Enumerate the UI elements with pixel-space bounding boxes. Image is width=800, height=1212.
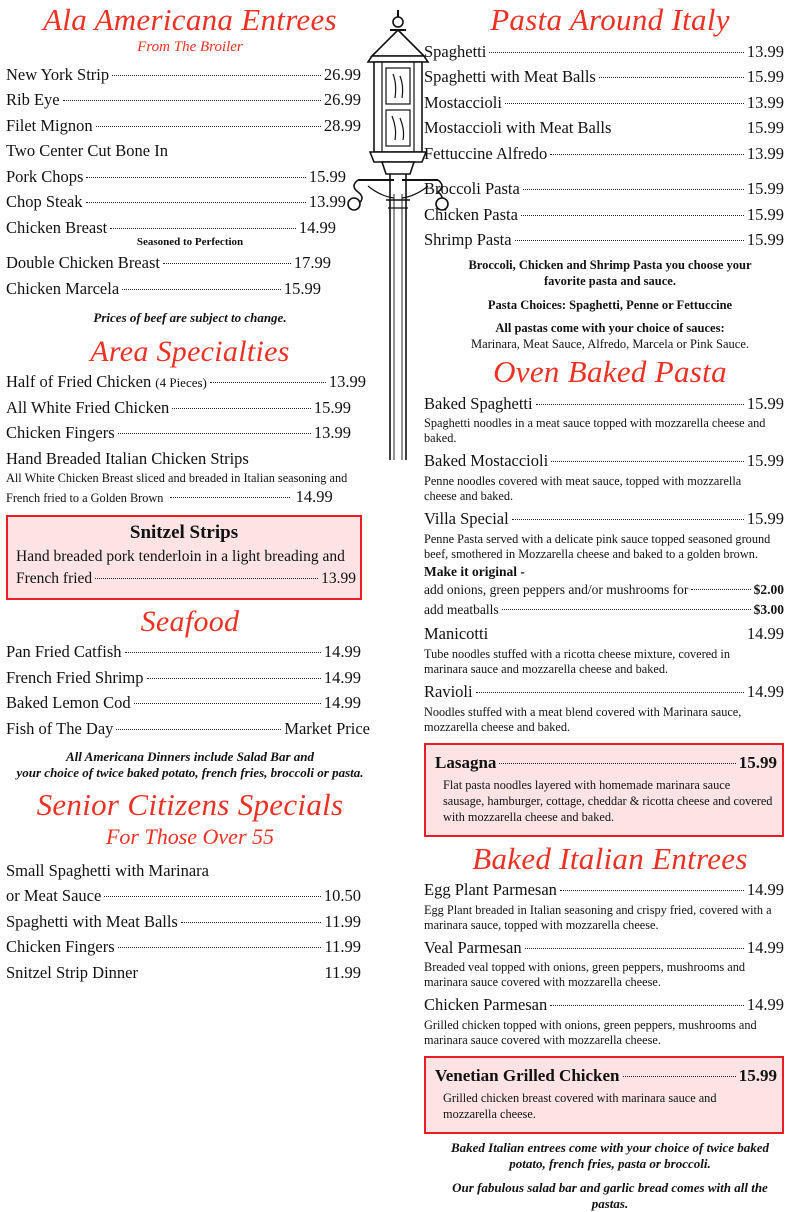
section-title-ala-americana: Ala Americana Entrees [43, 2, 337, 37]
seafood-footer-line2: your choice of twice baked potato, french fries, broccoli or pasta. [16, 765, 364, 781]
menu-item [6, 716, 370, 742]
menu-item-price: 17.99 [293, 253, 331, 273]
menu-item-price: Market Price [284, 718, 370, 738]
menu-item [6, 883, 361, 909]
menu-item [424, 992, 784, 1018]
menu-item-price: 15.99 [746, 179, 784, 199]
menu-item-price: 11.99 [324, 937, 361, 957]
venetian-name: Venetian Grilled Chicken [435, 1066, 620, 1086]
menu-item [424, 90, 784, 116]
baked-italian-footer-line2: potato, french fries, pasta or broccoli. [509, 1156, 711, 1172]
leader-dots [134, 703, 321, 704]
section-title-baked-italian-entrees: Baked Italian Entrees [472, 840, 748, 876]
menu-item-name: Mostaccioli [424, 92, 502, 112]
menu-item-name: All White Fried Chicken [6, 397, 170, 417]
menu-item [6, 665, 361, 691]
menu-item-name: Chicken Marcela [6, 279, 120, 299]
leader-dots [95, 578, 318, 579]
lasagna-title-row [435, 750, 777, 776]
menu-item [6, 858, 361, 884]
pasta-note-line2: favorite pasta and sauce. [544, 274, 676, 289]
menu-item-price: 13.99 [308, 192, 346, 212]
menu-item-name: Broccoli Pasta [424, 179, 520, 199]
menu-item-price: 15.99 [746, 230, 784, 250]
menu-item-name: Fettuccine Alfredo [424, 143, 548, 163]
leader-dots [476, 692, 744, 693]
menu-item-price: 14.99 [323, 693, 361, 713]
menu-item-name: Snitzel Strip Dinner [6, 963, 138, 983]
menu-item-price: 13.99 [313, 423, 351, 443]
menu-item-name: Rib Eye [6, 90, 60, 110]
menu-item-name: Ravioli [424, 681, 473, 701]
snitzel-strips-line2: French fried [16, 570, 93, 588]
menu-item [6, 113, 361, 139]
menu-item-name: Villa Special [424, 508, 509, 528]
leader-dots [86, 177, 305, 178]
section-senior-citizens [6, 789, 374, 985]
menu-item [424, 448, 784, 474]
section-baked-italian-entrees [424, 840, 796, 1212]
menu-item-name: Chicken Fingers [6, 423, 115, 443]
venetian-grilled-chicken-highlight-box [424, 1056, 784, 1134]
snitzel-strips-highlight-box [6, 515, 362, 599]
menu-item [424, 39, 784, 65]
menu-item [424, 391, 784, 417]
section-title-seafood: Seafood [140, 604, 240, 638]
leader-dots [118, 947, 322, 948]
menu-item [6, 960, 361, 986]
menu-item [424, 176, 784, 202]
leader-dots [163, 263, 291, 264]
menu-item [6, 250, 331, 276]
menu-item-price: 13.99 [746, 143, 784, 163]
pasta-sauces-note: All pastas come with your choice of sauces: [495, 320, 725, 335]
menu-item-price: 14.99 [746, 937, 784, 957]
menu-item [424, 621, 784, 647]
section-title-area-specialties: Area Specialties [90, 334, 290, 368]
leader-dots [515, 240, 744, 241]
menu-item [424, 141, 784, 167]
addon-price: $2.00 [753, 581, 784, 597]
menu-item-description: Tube noodles stuffed with a ricotta cheese mixture, covered in marinara sauce and mozzarella cheese and baked. [424, 646, 730, 676]
menu-item-price: 26.99 [323, 90, 361, 110]
menu-item-name: Manicotti [424, 624, 489, 644]
section-subtitle-from-the-broiler: From The Broiler [137, 38, 243, 55]
leader-dots [505, 103, 744, 104]
venetian-price: 15.99 [738, 1066, 777, 1086]
leader-dots [536, 404, 744, 405]
menu-item [424, 64, 784, 90]
leader-dots [116, 729, 281, 730]
menu-item-name: French Fried Shrimp [6, 667, 144, 687]
menu-item-name: Pork Chops [6, 166, 84, 186]
snitzel-strips-description: Hand breaded pork tenderloin in a light breading and [16, 548, 345, 566]
pasta-choices-note: Pasta Choices: Spaghetti, Penne or Fettuccine [487, 297, 733, 312]
menu-item-name: Half of Fried Chicken [6, 372, 152, 392]
leader-dots [181, 922, 322, 923]
menu-item [6, 87, 361, 113]
menu-item-name: Baked Lemon Cod [6, 693, 131, 713]
menu-item [6, 369, 366, 395]
menu-item-description: Penne Pasta served with a delicate pink sauce topped seasoned ground beef, smothered in Mozzarella cheese and baked to a golden brown. [424, 531, 771, 561]
menu-item [6, 189, 346, 215]
menu-item-description: Breaded veal topped with onions, green peppers, mushrooms and marinara sauce covered with mozzarella cheese. [424, 960, 746, 990]
menu-item [6, 276, 321, 302]
snitzel-strips-price-row [16, 567, 356, 591]
leader-dots [523, 189, 744, 190]
seasoned-note: Seasoned to Perfection [136, 236, 244, 249]
menu-item-name: or Meat Sauce [6, 886, 102, 906]
addon-item [424, 580, 784, 601]
menu-item-name: Spaghetti with Meat Balls [424, 67, 596, 87]
menu-item-price: 14.99 [295, 486, 333, 506]
menu-item-name: Chicken Breast [6, 217, 108, 237]
menu-item-price: 13.99 [746, 41, 784, 61]
menu-item-name: New York Strip [6, 64, 110, 84]
pasta-note-line1: Broccoli, Chicken and Shrimp Pasta you choose your [468, 258, 752, 273]
section-area-specialties [6, 336, 374, 508]
lasagna-name: Lasagna [435, 752, 497, 772]
menu-item [6, 909, 361, 935]
menu-item-name: Fish of The Day [6, 718, 114, 738]
section-title-oven-baked-pasta: Oven Baked Pasta [493, 354, 727, 390]
menu-item-name: Chicken Fingers [6, 937, 115, 957]
menu-item-name: Two Center Cut Bone In [6, 141, 168, 161]
leader-dots [104, 896, 321, 897]
leader-dots [489, 52, 744, 53]
leader-dots [112, 75, 321, 76]
menu-item-price: 13.99 [746, 92, 784, 112]
menu-item-price: 14.99 [746, 681, 784, 701]
menu-item-price: 15.99 [746, 67, 784, 87]
menu-item-price: 28.99 [323, 115, 361, 135]
addon-item [424, 600, 784, 621]
leader-dots [96, 126, 321, 127]
leader-dots [512, 519, 744, 520]
section-pasta-around-italy [424, 4, 796, 352]
section-subtitle-over-55: For Those Over 55 [105, 823, 275, 849]
section-title-pasta-around-italy: Pasta Around Italy [490, 2, 730, 37]
leader-dots [551, 461, 744, 462]
venetian-description: Grilled chicken breast covered with marinara sauce and mozzarella cheese. [443, 1091, 717, 1122]
menu-item [6, 138, 361, 164]
menu-item [424, 506, 784, 532]
section-ala-americana [6, 4, 374, 326]
menu-item [6, 690, 361, 716]
leader-dots [550, 1005, 744, 1006]
menu-item-name: Chicken Pasta [424, 204, 518, 224]
menu-item-price: 15.99 [308, 166, 346, 186]
menu-item-price: 15.99 [283, 279, 321, 299]
menu-item [6, 934, 361, 960]
menu-item [424, 115, 784, 141]
leader-dots [691, 589, 750, 590]
leader-dots [521, 215, 744, 216]
leader-dots [147, 678, 321, 679]
leader-dots [599, 77, 744, 78]
menu-item-name: Spaghetti [424, 41, 487, 61]
menu-item-price: 14.99 [746, 995, 784, 1015]
menu-item-name: Baked Mostaccioli [424, 451, 549, 471]
baked-italian-footer-line1: Baked Italian entrees come with your choice of twice baked [450, 1140, 770, 1156]
menu-item [424, 679, 784, 705]
menu-item-name: Hand Breaded Italian Chicken Strips [6, 448, 249, 468]
leader-dots [550, 154, 744, 155]
menu-item-description-row [6, 471, 368, 507]
menu-item [6, 446, 366, 472]
menu-item-qualifier: (4 Pieces) [155, 375, 207, 391]
menu-item [6, 164, 346, 190]
leader-dots [623, 1076, 736, 1077]
menu-item [6, 395, 351, 421]
menu-item-price: 15.99 [746, 451, 784, 471]
menu-item-price: 11.99 [324, 911, 361, 931]
salad-bar-footer-line1: Our fabulous salad bar and garlic bread comes with all the [452, 1180, 768, 1196]
section-oven-baked-pasta [424, 356, 796, 837]
menu-item-description: All White Chicken Breast sliced and breaded in Italian seasoning and French fried to a Golden Brown [6, 471, 348, 505]
menu-item [424, 935, 784, 961]
menu-item-price: 10.50 [323, 886, 361, 906]
menu-item-price: 15.99 [746, 204, 784, 224]
addon-price: $3.00 [753, 602, 784, 618]
make-it-original-label: Make it original - [424, 563, 525, 579]
menu-item-name: Small Spaghetti with Marinara [6, 860, 210, 880]
leader-dots [525, 948, 744, 949]
menu-item-price: 15.99 [746, 508, 784, 528]
snitzel-strips-title: Snitzel Strips [129, 522, 239, 544]
menu-item-price: 26.99 [323, 64, 361, 84]
menu-item-name: Pan Fried Catfish [6, 642, 122, 661]
leader-dots [122, 289, 281, 290]
leader-dots [170, 497, 290, 498]
leader-dots [560, 890, 744, 891]
menu-item-price: 15.99 [746, 118, 784, 138]
menu-item-name: Double Chicken Breast [6, 253, 160, 273]
menu-item [424, 202, 784, 228]
venetian-title-row [435, 1063, 777, 1089]
menu-item-description: Egg Plant breaded in Italian seasoning and crispy fried, covered with a marinara sauce, topped with mozzarella cheese. [424, 902, 772, 932]
menu-item-name: Chicken Parmesan [424, 995, 548, 1015]
menu-item-price: 15.99 [746, 393, 784, 413]
menu-item-name: Veal Parmesan [424, 937, 522, 957]
menu-item-name: Egg Plant Parmesan [424, 880, 557, 900]
leader-dots [86, 202, 306, 203]
menu-item-price: 13.99 [328, 372, 366, 392]
menu-item-name: Spaghetti with Meat Balls [6, 911, 178, 931]
salad-bar-footer-line2: pastas. [591, 1196, 629, 1212]
leader-dots [210, 382, 326, 383]
menu-item-description: Penne noodles covered with meat sauce, topped with mozzarella cheese and baked. [424, 473, 742, 503]
menu-item-description: Spaghetti noodles in a meat sauce topped with mozzarella cheese and baked. [424, 416, 766, 446]
menu-item [6, 420, 351, 446]
menu-item-description: Grilled chicken topped with onions, green peppers, mushrooms and marinara sauce covered with mozzarella cheese. [424, 1018, 757, 1048]
menu-item [424, 877, 784, 903]
leader-dots [118, 433, 311, 434]
leader-dots [125, 652, 321, 653]
menu-item [424, 227, 784, 253]
menu-item-name: Chop Steak [6, 192, 83, 212]
pasta-sauces-list: Marinara, Meat Sauce, Alfredo, Marcela or Pink Sauce. [470, 337, 750, 352]
price-change-note: Prices of beef are subject to change. [93, 309, 287, 325]
right-column [424, 0, 796, 1212]
lasagna-price: 15.99 [738, 752, 777, 772]
leader-dots [502, 609, 751, 610]
menu-item-price: 14.99 [746, 624, 784, 644]
leader-dots [63, 100, 321, 101]
addon-name: add meatballs [424, 602, 499, 618]
menu-item [6, 62, 361, 88]
menu-item-name: Baked Spaghetti [424, 393, 533, 413]
menu-item-price: 14.99 [323, 642, 361, 661]
seafood-footer-line1: All Americana Dinners include Salad Bar and [65, 749, 314, 765]
leader-dots [110, 228, 296, 229]
menu-item-name: Shrimp Pasta [424, 230, 512, 250]
lasagna-description: Flat pasta noodles layered with homemade marinara sauce sausage, hamburger, cottage, cheddar & ricotta cheese and covered with mozzarella cheese and baked. [443, 777, 773, 824]
menu-item-description: Noodles stuffed with a meat blend covered with Marinara sauce, mozzarella cheese and baked. [424, 704, 742, 734]
menu-item-price: 14.99 [746, 880, 784, 900]
leader-dots [499, 763, 735, 764]
menu-item-name: Filet Mignon [6, 115, 93, 135]
menu-item-price: 11.99 [324, 963, 361, 983]
menu-item-price: 14.99 [298, 217, 336, 237]
leader-dots [172, 408, 311, 409]
menu-item [6, 639, 361, 665]
section-seafood [6, 606, 374, 782]
menu-item-price: 14.99 [323, 667, 361, 687]
section-title-senior-citizens: Senior Citizens Specials [36, 787, 344, 823]
lasagna-highlight-box [424, 743, 784, 837]
snitzel-strips-price: 13.99 [321, 570, 356, 588]
left-column [6, 0, 374, 986]
menu-item-price: 15.99 [313, 397, 351, 417]
addon-name: add onions, green peppers and/or mushrooms for [424, 581, 689, 597]
menu-item-name: Mostaccioli with Meat Balls [424, 118, 612, 138]
